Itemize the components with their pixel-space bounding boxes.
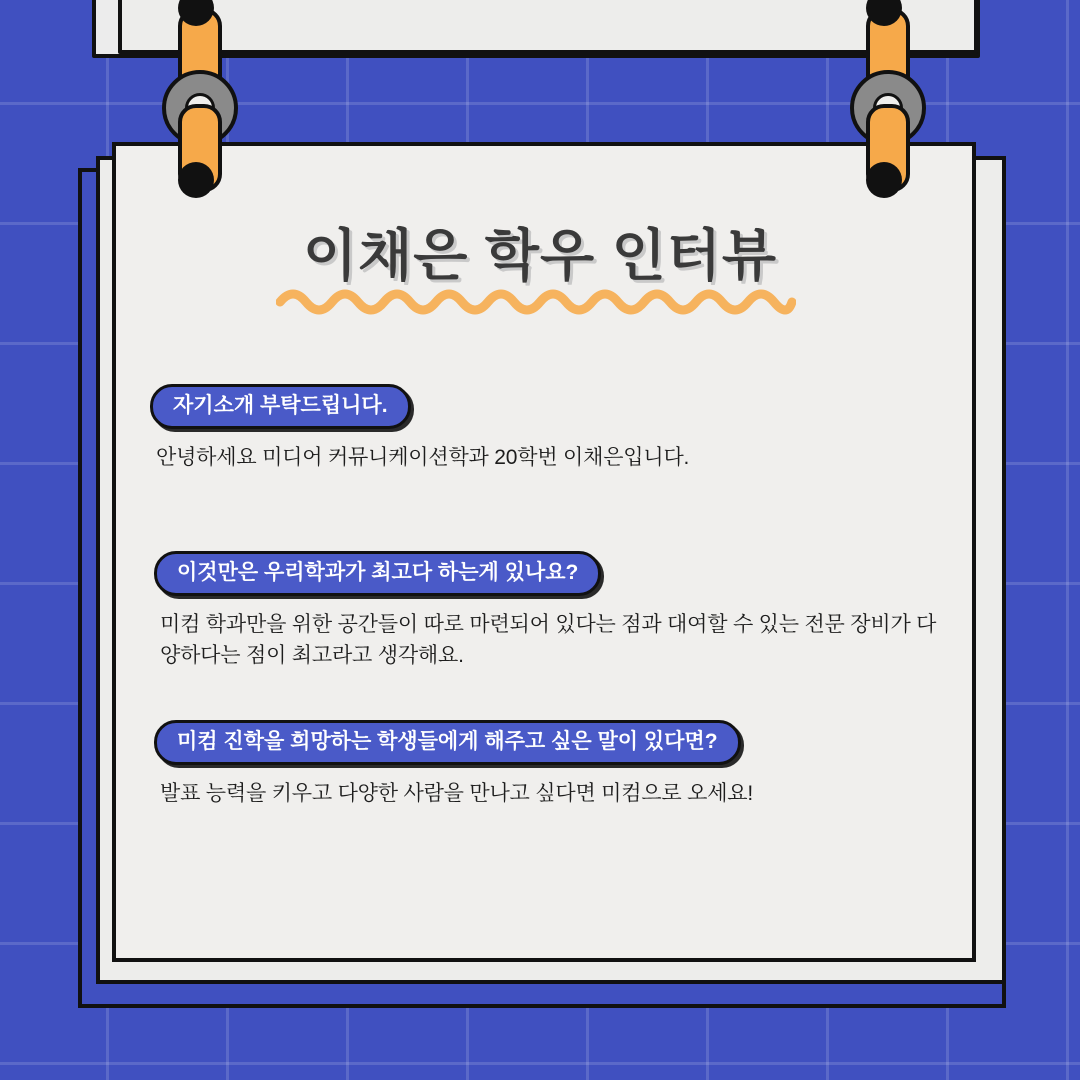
squiggle-underline-icon [276,282,796,318]
binder-clip-right-bottom-cap [866,162,902,198]
answer-text-2: 미컴 학과만을 위한 공간들이 따로 마련되어 있다는 점과 대여할 수 있는 전문 장비가 다양하다는 점이 최고라고 생각해요. [160,613,937,667]
qa-block-2 [150,551,950,671]
question-pill-2: 이것만은 우리학과가 최고다 하는게 있나요? [154,551,601,596]
question-pill-3: 미컴 진학을 희망하는 학생들에게 해주고 싶은 말이 있다면? [154,720,741,765]
answer-text-1: 안녕하세요 미디어 커뮤니케이션학과 20학번 이채은입니다. [156,446,690,470]
answer-text-3: 발표 능력을 키우고 다양한 사람을 만나고 싶다면 미컴으로 오세요! [160,782,754,806]
qa-block-1 [150,384,950,474]
page-title: 이채은 학우 인터뷰 [303,224,777,287]
binder-clip-left-bottom-cap [178,162,214,198]
top-card [118,0,978,54]
qa-block-3 [150,720,950,810]
question-pill-1: 자기소개 부탁드립니다. [150,384,411,429]
